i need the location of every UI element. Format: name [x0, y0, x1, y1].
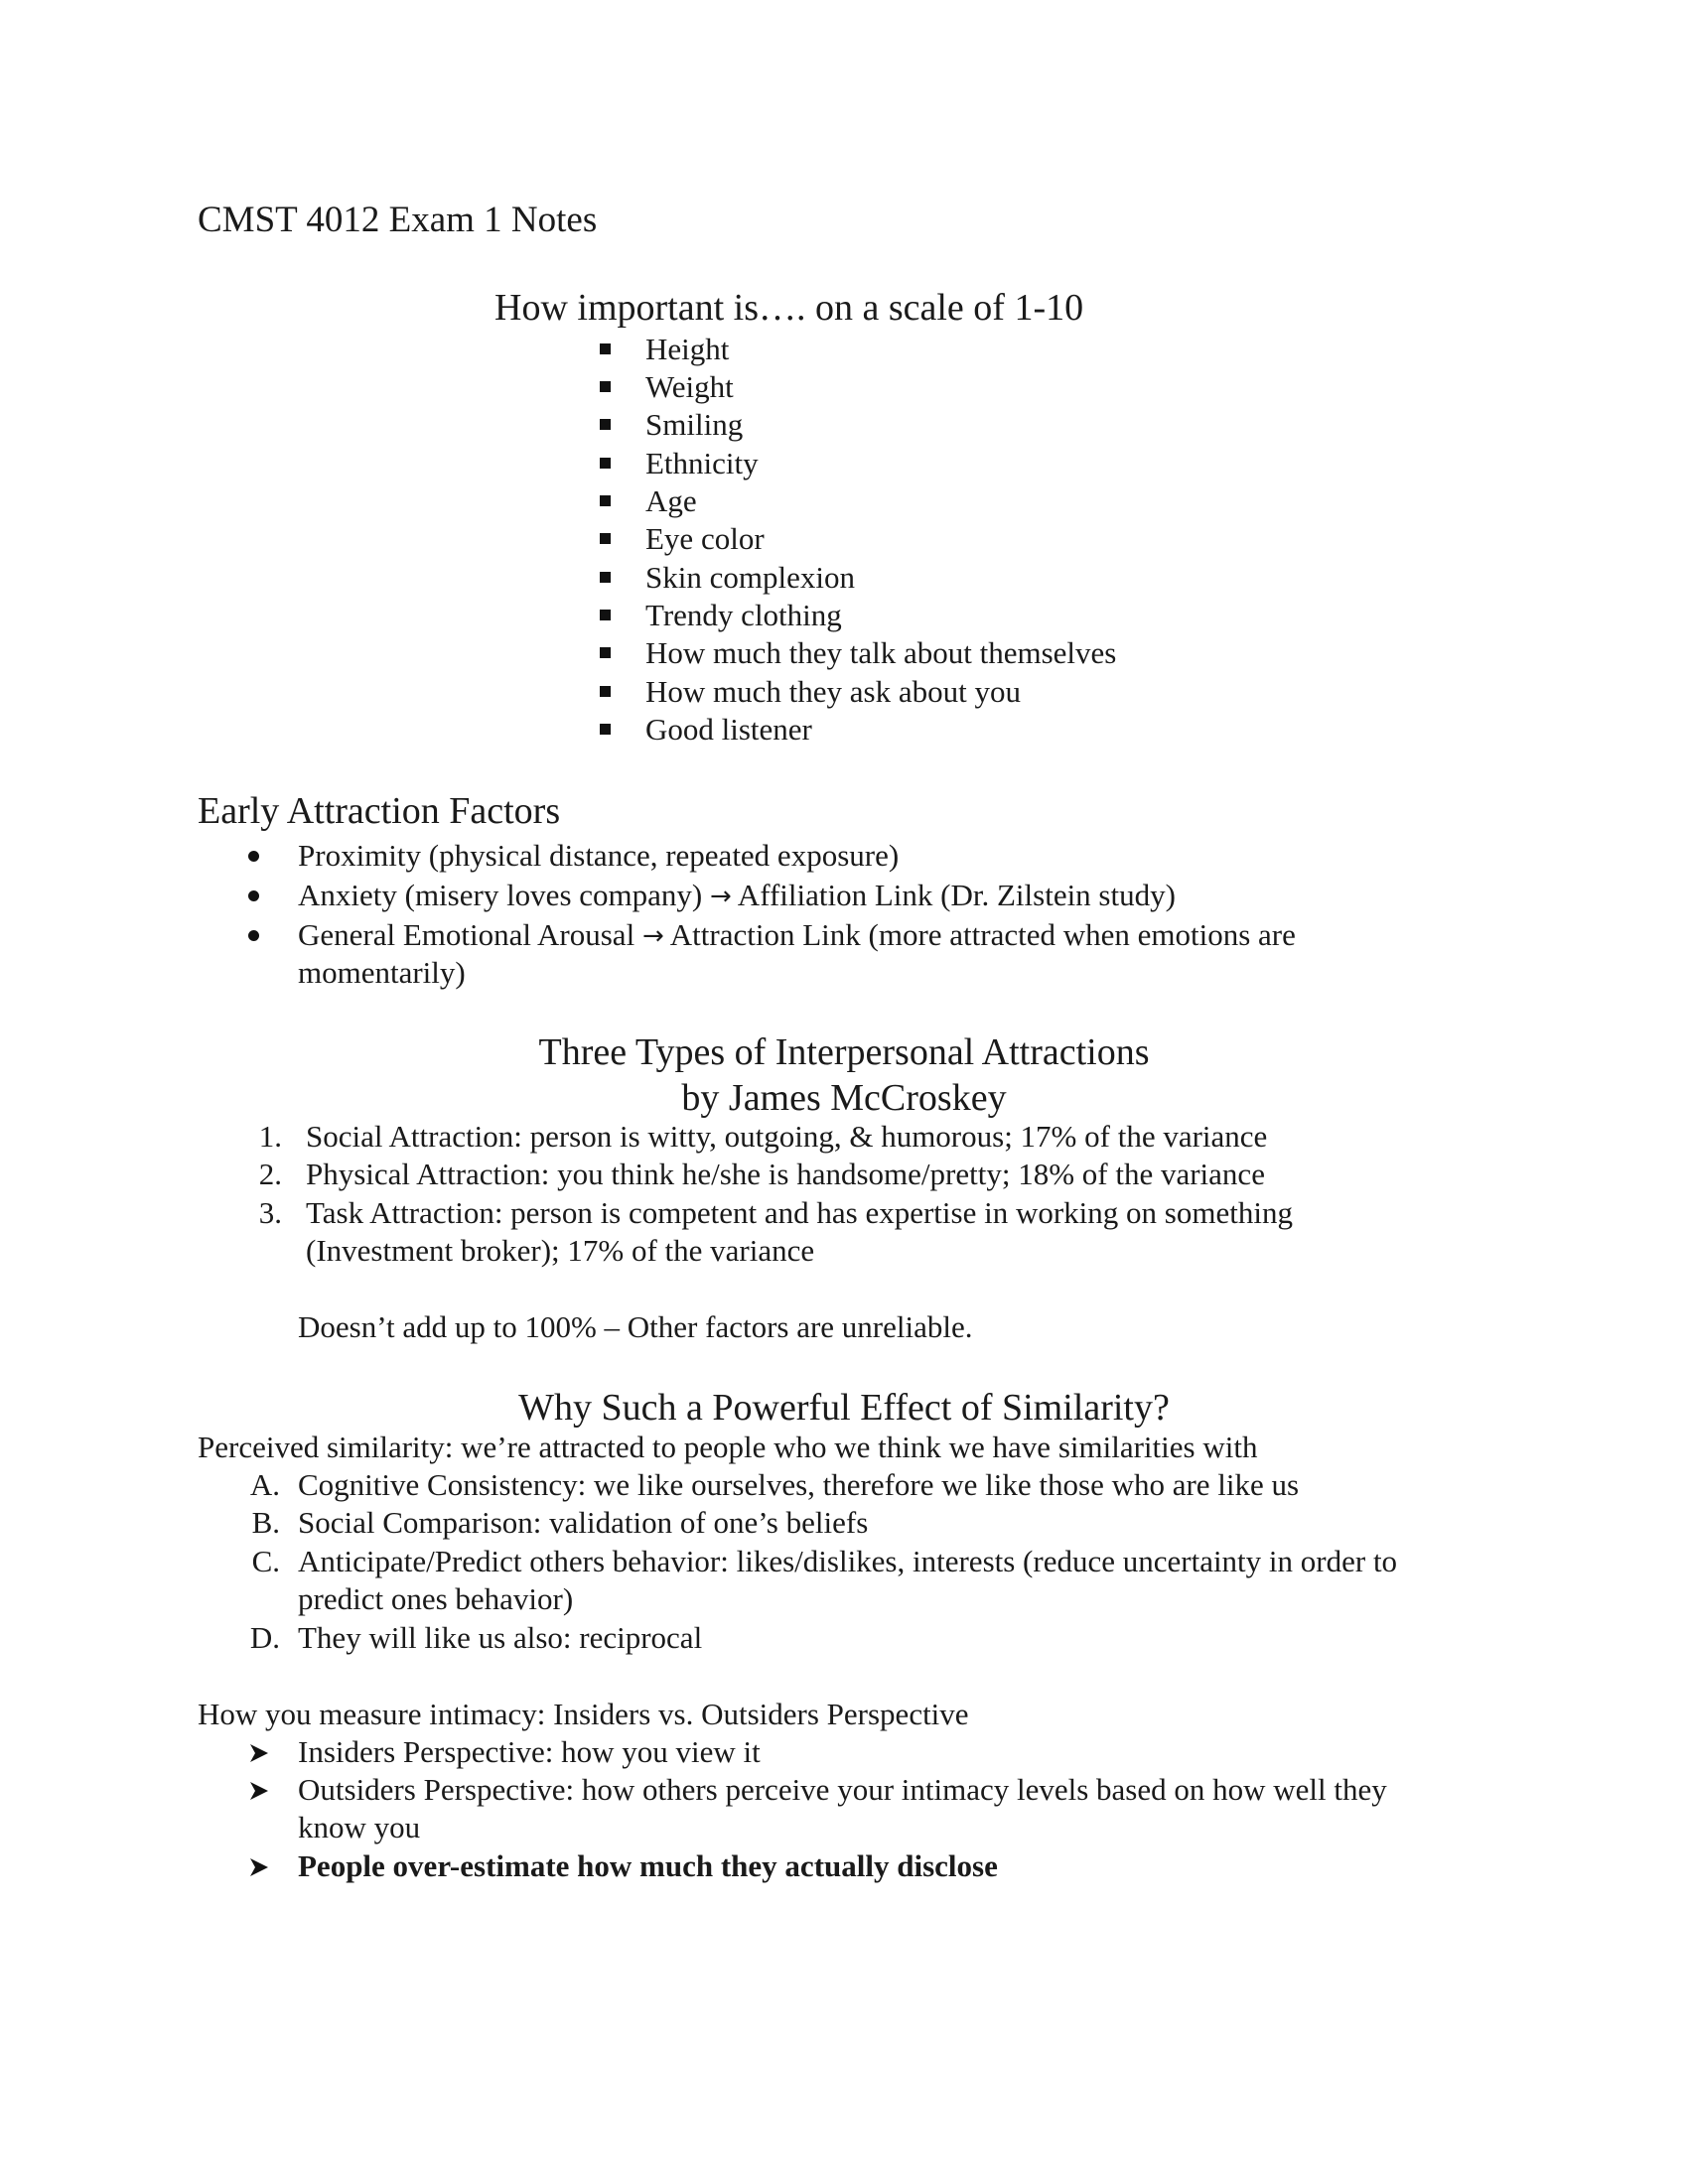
- list-item-text: Social Attraction: person is witty, outgoing, & humorous; 17% of the variance: [306, 1119, 1268, 1154]
- list-item-text: Outsiders Perspective: how others perceive your intimacy levels based on how well they: [298, 1772, 1387, 1807]
- intimacy-intro: How you measure intimacy: Insiders vs. Outsiders Perspective: [198, 1697, 969, 1731]
- early-attraction-heading: Early Attraction Factors: [198, 790, 561, 832]
- list-item-text: Good listener: [645, 712, 812, 747]
- list-item-text: Weight: [645, 369, 734, 404]
- list-letter: B.: [251, 1505, 280, 1540]
- list-item-continuation: know you: [298, 1810, 421, 1844]
- text-segment: Anxiety (misery loves company): [298, 878, 710, 912]
- right-arrow-icon: →: [641, 921, 664, 951]
- list-item-text: Insiders Perspective: how you view it: [298, 1734, 761, 1769]
- square-bullet-icon: [600, 343, 611, 354]
- document-title: CMST 4012 Exam 1 Notes: [198, 200, 598, 240]
- variance-note: Doesn’t add up to 100% – Other factors are unreliable.: [298, 1309, 973, 1344]
- list-number: 1.: [258, 1119, 282, 1154]
- list-item-text: Anticipate/Predict others behavior: likes/dislikes, interests (reduce uncertainty in order to: [298, 1544, 1398, 1578]
- square-bullet-icon: [600, 458, 611, 469]
- square-bullet-icon: [600, 647, 611, 658]
- square-bullet-icon: [600, 495, 611, 506]
- list-item-text: Proximity (physical distance, repeated exposure): [298, 838, 900, 873]
- list-item-text: Skin complexion: [645, 560, 855, 595]
- list-letter: A.: [249, 1467, 280, 1502]
- list-item-continuation: momentarily): [298, 955, 466, 990]
- square-bullet-icon: [600, 610, 611, 620]
- arrowhead-bullet-icon: [248, 1856, 270, 1878]
- list-item-text: How much they ask about you: [645, 674, 1021, 709]
- right-arrow-icon: →: [709, 882, 732, 911]
- square-bullet-icon: [600, 419, 611, 430]
- square-bullet-icon: [600, 572, 611, 583]
- square-bullet-icon: [600, 686, 611, 697]
- list-item-continuation: (Investment broker); 17% of the variance: [306, 1233, 815, 1268]
- list-letter: D.: [249, 1620, 280, 1655]
- list-item-text-emphasized: People over-estimate how much they actually disclose: [298, 1848, 998, 1883]
- text-segment: Attraction Link (more attracted when emotions are: [663, 917, 1296, 952]
- similarity-heading: Why Such a Powerful Effect of Similarity?: [518, 1387, 1170, 1429]
- square-bullet-icon: [600, 381, 611, 392]
- list-item-text: Task Attraction: person is competent and has expertise in working on something: [306, 1195, 1293, 1230]
- square-bullet-icon: [600, 533, 611, 544]
- text-segment: Affiliation Link (Dr. Zilstein study): [731, 878, 1176, 912]
- list-number: 2.: [258, 1157, 282, 1191]
- list-item-text: Social Comparison: validation of one’s beliefs: [298, 1505, 869, 1540]
- list-item-text: Age: [645, 483, 697, 518]
- round-bullet-icon: [248, 851, 259, 862]
- list-item-text: Cognitive Consistency: we like ourselves, therefore we like those who are like us: [298, 1467, 1300, 1502]
- list-item-text: Physical Attraction: you think he/she is handsome/pretty; 18% of the variance: [306, 1157, 1265, 1191]
- text-segment: General Emotional Arousal: [298, 917, 642, 952]
- three-types-heading: Three Types of Interpersonal Attractions: [538, 1031, 1150, 1073]
- list-item-text: [298, 877, 1176, 915]
- similarity-intro: Perceived similarity: we’re attracted to people who we think we have similarities with: [198, 1430, 1258, 1464]
- round-bullet-icon: [248, 930, 259, 941]
- list-item-text: They will like us also: reciprocal: [298, 1620, 703, 1655]
- list-item-text: Trendy clothing: [645, 598, 842, 632]
- list-item-text: How much they talk about themselves: [645, 635, 1117, 670]
- list-item-text: Smiling: [645, 407, 744, 442]
- arrowhead-bullet-icon: [248, 1742, 270, 1764]
- list-number: 3.: [258, 1195, 282, 1230]
- list-item-text: Height: [645, 332, 730, 366]
- list-item-text: Eye color: [645, 521, 765, 556]
- three-types-subheading: by James McCroskey: [681, 1077, 1007, 1119]
- arrowhead-bullet-icon: [248, 1780, 270, 1802]
- list-letter: C.: [251, 1544, 280, 1578]
- square-bullet-icon: [600, 724, 611, 735]
- importance-heading: How important is…. on a scale of 1-10: [494, 287, 1084, 329]
- list-item-continuation: predict ones behavior): [298, 1581, 574, 1616]
- list-item-text: Ethnicity: [645, 446, 759, 480]
- round-bullet-icon: [248, 890, 259, 901]
- list-item-text: [298, 916, 1296, 955]
